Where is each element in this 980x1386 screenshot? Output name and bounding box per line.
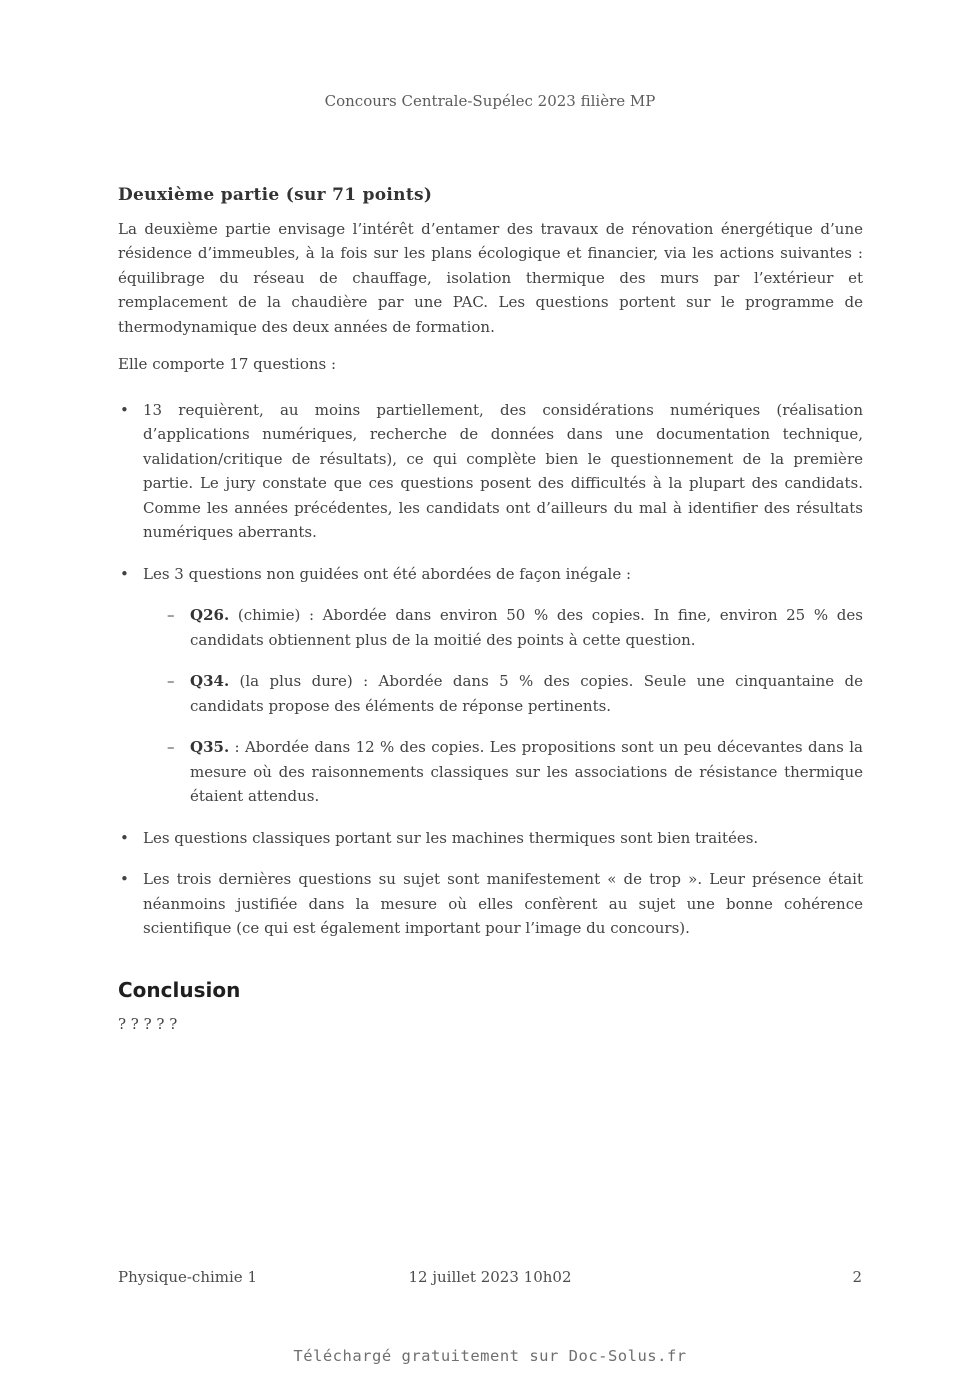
bullet-marker: • <box>120 400 129 419</box>
footer-subject: Physique-chimie 1 <box>118 1268 257 1286</box>
bullet-item <box>118 826 863 851</box>
dash-marker: – <box>167 606 175 624</box>
running-header: Concours Centrale-Supélec 2023 filière MP <box>324 92 656 110</box>
sub-item-body <box>190 669 863 718</box>
question-count-line: Elle comporte 17 questions : <box>118 355 337 373</box>
question-label: Q35. <box>190 738 230 756</box>
sub-item-text: : Abordée dans 12 % des copies. Les propositions sont un peu décevantes dans la mesure où des raisonnements classiques sur les associations de résistance thermique étaient attendus. <box>190 738 863 805</box>
bullet-item-body <box>143 562 863 809</box>
footer-page-number: 2 <box>852 1268 862 1286</box>
sub-item <box>143 735 863 809</box>
question-label: Q26. <box>190 606 230 624</box>
sub-item <box>143 669 863 718</box>
bullet-item <box>118 398 863 545</box>
bullet-marker: • <box>120 870 129 888</box>
footer-date: 12 juillet 2023 10h02 <box>408 1268 572 1286</box>
sub-item-body <box>190 603 863 652</box>
intro-paragraph: La deuxième partie envisage l’intérêt d’entamer des travaux de rénovation énergétique d’une résidence d’immeubles, à la fois sur les plans écologique et financier, via les actions suivantes : équilibrage du réseau de chauffage, isolation thermique des murs par l’extérieur et remplacement de la chaudière par une PAC. Les questions portent sur le programme de thermodynamique des deux années de formation. <box>118 219 863 336</box>
conclusion-title: Conclusion <box>118 977 241 1002</box>
sub-item-text: (chimie) : Abordée dans environ 50 % des copies. In fine, environ 25 % des candidats obtiennent plus de la moitié des points à cette question. <box>190 606 863 649</box>
download-watermark: Téléchargé gratuitement sur Doc-Solus.fr <box>293 1347 687 1365</box>
bullet-marker: • <box>120 828 129 847</box>
bullet-item-text: Les 3 questions non guidées ont été abordées de façon inégale : <box>143 564 632 583</box>
bullet-item-text: Les questions classiques portant sur les machines thermiques sont bien traitées. <box>143 828 759 847</box>
bullet-item <box>118 867 863 941</box>
dash-marker: – <box>167 738 175 756</box>
bullet-item <box>118 562 863 809</box>
section-title: Deuxième partie (sur 71 points) <box>118 185 433 205</box>
bullet-list <box>118 398 863 941</box>
sub-item-body <box>190 735 863 809</box>
page-content <box>118 183 863 1037</box>
conclusion-placeholder: ? ? ? ? ? <box>118 1015 178 1033</box>
question-label: Q34. <box>190 672 230 690</box>
bullet-item-text: Les trois dernières questions su sujet sont manifestement « de trop ». Leur présence était néanmoins justifiée dans la mesure où elles confèrent au sujet une bonne cohérence scientifique (ce qui est également important pour l’image du concours). <box>143 870 863 937</box>
bullet-marker: • <box>120 564 129 583</box>
sub-item-text: (la plus dure) : Abordée dans 5 % des copies. Seule une cinquantaine de candidats propose des éléments de réponse pertinents. <box>190 672 863 715</box>
sub-item <box>143 603 863 652</box>
bullet-item-text: 13 requièrent, au moins partiellement, des considérations numériques (réalisation d’applications numériques, recherche de données dans une documentation technique, validation/critique de résultats), ce qui complète bien le questionnement de la première partie. Le jury constate que ces questions posent des difficultés à la plupart des candidats. Comme les années précédentes, les candidats ont d’ailleurs du mal à identifier des résultats numériques aberrants. <box>143 400 863 541</box>
dash-marker: – <box>167 672 175 690</box>
page-footer <box>118 1268 862 1286</box>
